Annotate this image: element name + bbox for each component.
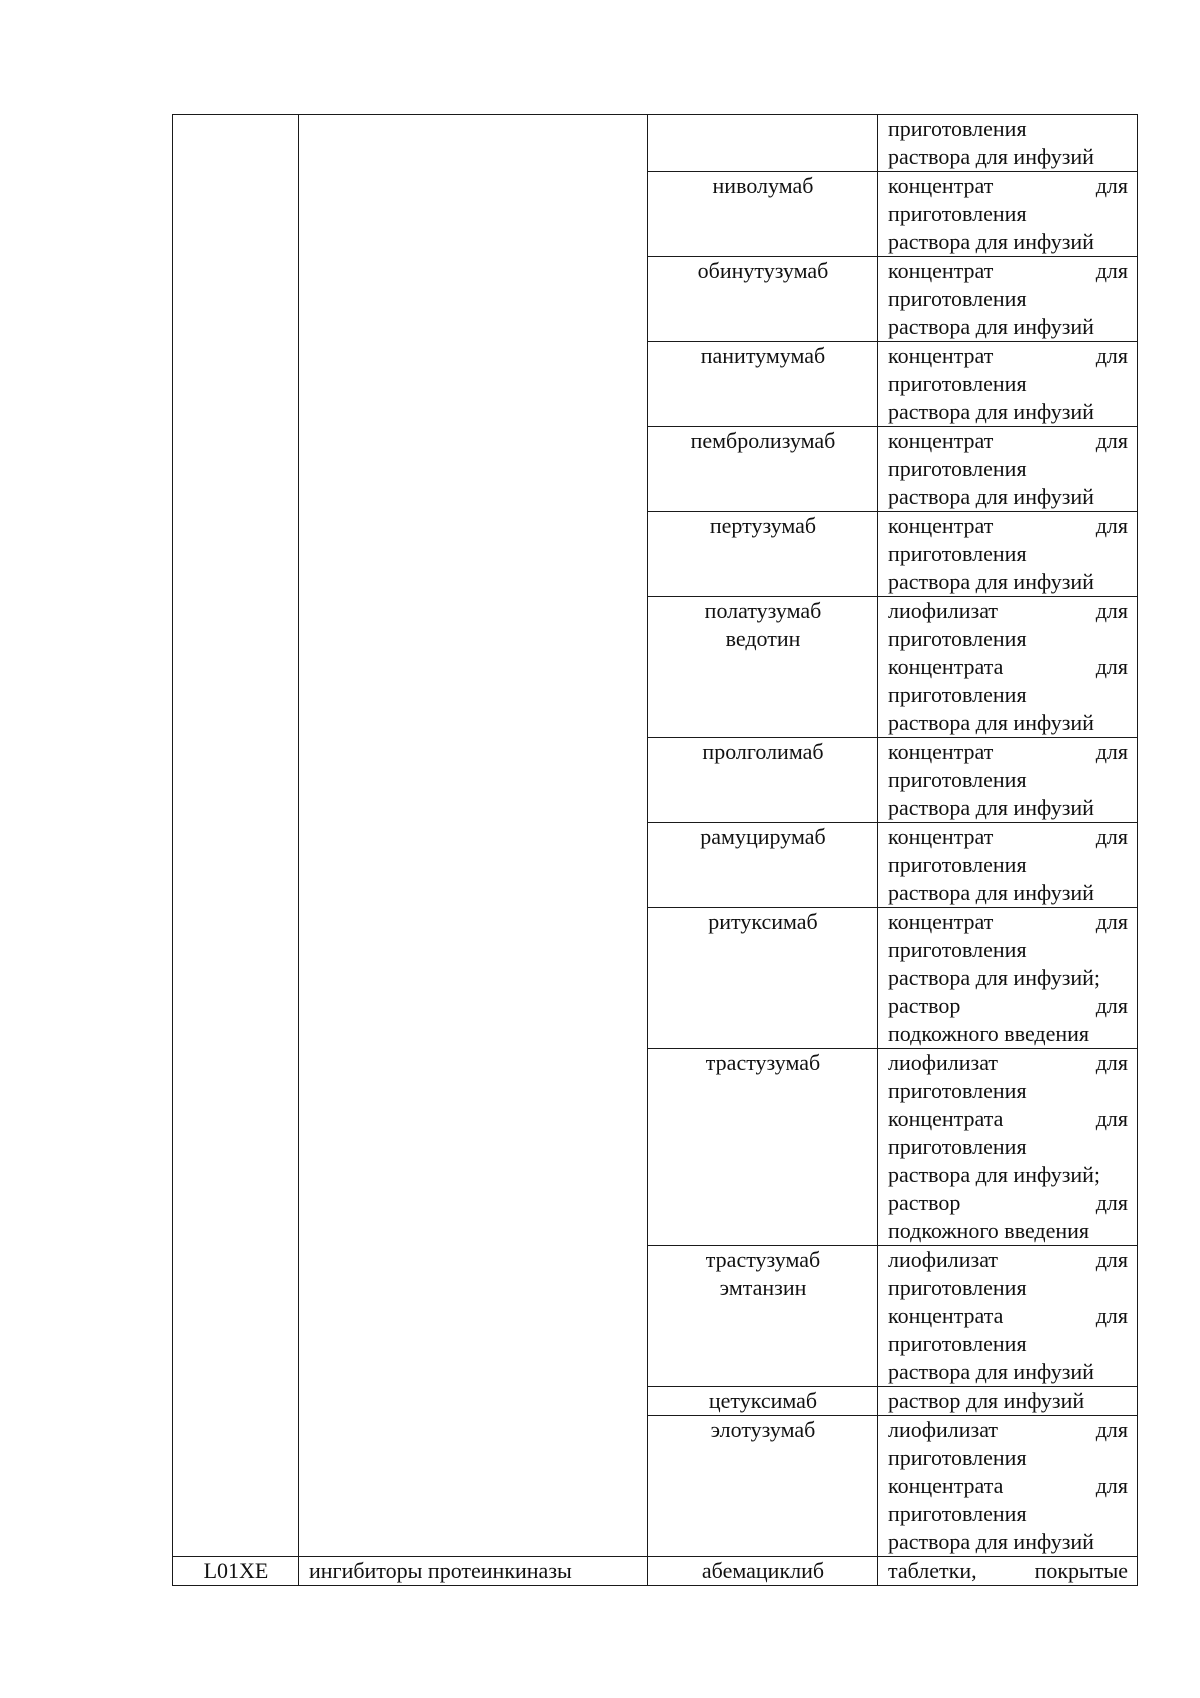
text-word: для (1095, 343, 1128, 368)
drug-name-line: пертузумаб (709, 513, 817, 538)
drug-name-line: ведотин (725, 626, 801, 651)
text-word: раствора для инфузий (888, 144, 1094, 169)
text-word: приготовления (888, 767, 1027, 792)
text-line (888, 992, 1128, 1020)
dosage-form-cell (878, 1557, 1138, 1586)
drug-name-cell (648, 1557, 878, 1586)
text-word: для (1095, 428, 1128, 453)
drug-name-line: трастузумаб (705, 1247, 821, 1272)
text-word: для (1095, 258, 1128, 283)
text-word: приготовления (888, 852, 1027, 877)
text-line (888, 1161, 1128, 1189)
text-word: раствора для инфузий; (888, 965, 1101, 990)
text-line (888, 455, 1128, 483)
dosage-form-cell (878, 427, 1138, 512)
text-word: концентрата (888, 1473, 1004, 1498)
text-line (888, 143, 1128, 171)
dosage-form-cell (878, 257, 1138, 342)
text-word: раствора для инфузий (888, 399, 1094, 424)
text-line (888, 851, 1128, 879)
drug-table (172, 114, 1138, 1586)
text-line (888, 1049, 1128, 1077)
drug-name-line: ниволумаб (712, 173, 814, 198)
drug-name-line: панитумумаб (700, 343, 826, 368)
text-line (888, 1105, 1128, 1133)
text-word: для (1095, 739, 1128, 764)
text-word: для (1095, 598, 1128, 623)
dosage-form-cell (878, 1416, 1138, 1557)
drug-name-cell (648, 908, 878, 1049)
text-word: концентрат (888, 428, 994, 453)
text-word: приготовления (888, 201, 1027, 226)
text-line (888, 738, 1128, 766)
drug-name-cell (648, 342, 878, 427)
dosage-form-cell (878, 597, 1138, 738)
text-word: концентрат (888, 909, 994, 934)
text-word: лиофилизат (888, 1050, 999, 1075)
drug-name-cell (648, 427, 878, 512)
text-line (888, 1189, 1128, 1217)
text-word: приготовления (888, 1134, 1027, 1159)
text-word: приготовления (888, 1501, 1027, 1526)
text-word: концентрат (888, 343, 994, 368)
text-line (888, 1444, 1128, 1472)
drug-name-line: полатузумаб (704, 598, 822, 623)
dosage-form-cell (878, 342, 1138, 427)
text-word: для (1095, 1473, 1128, 1498)
drug-name-cell (648, 1049, 878, 1246)
text-line (888, 540, 1128, 568)
drug-name-line: ритуксимаб (708, 909, 818, 934)
text-line (888, 1133, 1128, 1161)
text-word: раствора для инфузий; (888, 1162, 1101, 1187)
text-word: раствора для инфузий (888, 569, 1094, 594)
text-line (888, 823, 1128, 851)
text-line (888, 115, 1128, 143)
text-word: раствора для инфузий (888, 1529, 1094, 1554)
text-line (888, 427, 1128, 455)
text-word: для (1095, 1303, 1128, 1328)
text-word: приготовления (888, 1331, 1027, 1356)
text-line (888, 1500, 1128, 1528)
drug-name-cell (648, 1387, 878, 1416)
dosage-form-cell (878, 1246, 1138, 1387)
text-word: концентрат (888, 824, 994, 849)
drug-name-line: пролголимаб (702, 739, 824, 764)
text-word: для (1095, 1417, 1128, 1442)
drug-name-cell (648, 172, 878, 257)
text-line (888, 908, 1128, 936)
text-word: раствора для инфузий (888, 710, 1094, 735)
drug-table-body (173, 115, 1138, 1586)
text-line (888, 228, 1128, 256)
atc-group-cell (299, 115, 648, 1557)
text-word: раствора для инфузий (888, 484, 1094, 509)
text-word: для (1095, 173, 1128, 198)
text-line (888, 1557, 1128, 1585)
text-line (888, 794, 1128, 822)
text-line (888, 936, 1128, 964)
text-word: концентрат (888, 739, 994, 764)
text-line (888, 1020, 1128, 1048)
text-word: концентрат (888, 258, 994, 283)
atc-code-cell: L01XE (173, 1557, 299, 1586)
text-word: для (1095, 513, 1128, 538)
text-word: раствора для инфузий (888, 880, 1094, 905)
text-line (888, 512, 1128, 540)
text-word: для (1095, 1190, 1128, 1215)
text-line (888, 1472, 1128, 1500)
drug-name-line: элотузумаб (710, 1417, 816, 1442)
text-word: лиофилизат (888, 598, 999, 623)
dosage-form-cell (878, 512, 1138, 597)
drug-name-cell (648, 597, 878, 738)
text-word: для (1095, 1106, 1128, 1131)
drug-name-line: трастузумаб (705, 1050, 821, 1075)
text-word: приготовления (888, 1078, 1027, 1103)
text-word: раствор (888, 993, 961, 1018)
text-line (888, 313, 1128, 341)
text-word: подкожного введения (888, 1218, 1090, 1243)
text-word: для (1095, 909, 1128, 934)
table-row (173, 115, 1138, 172)
dosage-form-cell (878, 115, 1138, 172)
text-word: приготовления (888, 116, 1027, 141)
text-line (888, 597, 1128, 625)
text-word: приготовления (888, 541, 1027, 566)
text-word: раствора для инфузий (888, 1359, 1094, 1384)
text-line (888, 568, 1128, 596)
dosage-form-cell (878, 738, 1138, 823)
drug-name-line: рамуцирумаб (700, 824, 826, 849)
text-line (888, 1358, 1128, 1386)
drug-name-line: обинутузумаб (697, 258, 829, 283)
text-word: для (1095, 824, 1128, 849)
text-line (888, 483, 1128, 511)
text-word: концентрат (888, 513, 994, 538)
atc-group-cell: ингибиторы протеинкиназы (299, 1557, 648, 1586)
text-line (888, 1387, 1128, 1415)
drug-name-cell (648, 1416, 878, 1557)
text-word: раствора для инфузий (888, 314, 1094, 339)
dosage-form-cell (878, 908, 1138, 1049)
text-word: для (1095, 1050, 1128, 1075)
drug-name-line: цетуксимаб (708, 1388, 818, 1413)
text-line (888, 172, 1128, 200)
text-line (888, 1246, 1128, 1274)
dosage-form-cell (878, 1049, 1138, 1246)
drug-name-cell (648, 738, 878, 823)
table-row (173, 1557, 1138, 1586)
text-line (888, 1217, 1128, 1245)
text-line (888, 1330, 1128, 1358)
text-word: концентрата (888, 1303, 1004, 1328)
text-word: для (1095, 654, 1128, 679)
dosage-form-cell (878, 172, 1138, 257)
text-line (888, 1416, 1128, 1444)
text-word: приготовления (888, 456, 1027, 481)
text-line (888, 1528, 1128, 1556)
text-word: приготовления (888, 937, 1027, 962)
text-line (888, 964, 1128, 992)
text-word: приготовления (888, 371, 1027, 396)
text-word: лиофилизат (888, 1417, 999, 1442)
text-word: раствор для инфузий (888, 1388, 1085, 1413)
text-word: лиофилизат (888, 1247, 999, 1272)
text-word: таблетки, (888, 1558, 977, 1583)
text-word: раствора для инфузий (888, 795, 1094, 820)
dosage-form-cell (878, 823, 1138, 908)
text-word: для (1095, 993, 1128, 1018)
drug-name-line: эмтанзин (719, 1275, 807, 1300)
drug-name-line: абемациклиб (701, 1558, 825, 1583)
text-word: покрытые (1034, 1558, 1128, 1583)
text-word: концентрата (888, 654, 1004, 679)
text-line (888, 257, 1128, 285)
text-word: раствора для инфузий (888, 229, 1094, 254)
drug-name-cell (648, 1246, 878, 1387)
text-word: для (1095, 1247, 1128, 1272)
text-line (888, 398, 1128, 426)
text-word: приготовления (888, 286, 1027, 311)
text-line (888, 766, 1128, 794)
text-line (888, 200, 1128, 228)
text-line (888, 1302, 1128, 1330)
text-word: концентрата (888, 1106, 1004, 1131)
text-word: приготовления (888, 626, 1027, 651)
text-line (888, 709, 1128, 737)
text-line (888, 370, 1128, 398)
drug-name-line: пембролизумаб (690, 428, 836, 453)
text-line (888, 625, 1128, 653)
text-line (888, 681, 1128, 709)
text-word: приготовления (888, 1445, 1027, 1470)
text-word: подкожного введения (888, 1021, 1090, 1046)
dosage-form-cell (878, 1387, 1138, 1416)
text-line (888, 1274, 1128, 1302)
text-word: раствор (888, 1190, 961, 1215)
text-line (888, 653, 1128, 681)
text-line (888, 879, 1128, 907)
drug-name-cell (648, 257, 878, 342)
text-word: концентрат (888, 173, 994, 198)
atc-code-cell (173, 115, 299, 1557)
text-line (888, 1077, 1128, 1105)
drug-name-cell (648, 823, 878, 908)
text-line (888, 342, 1128, 370)
text-word: приготовления (888, 1275, 1027, 1300)
drug-name-cell (648, 115, 878, 172)
text-line (888, 285, 1128, 313)
text-word: приготовления (888, 682, 1027, 707)
drug-name-cell (648, 512, 878, 597)
